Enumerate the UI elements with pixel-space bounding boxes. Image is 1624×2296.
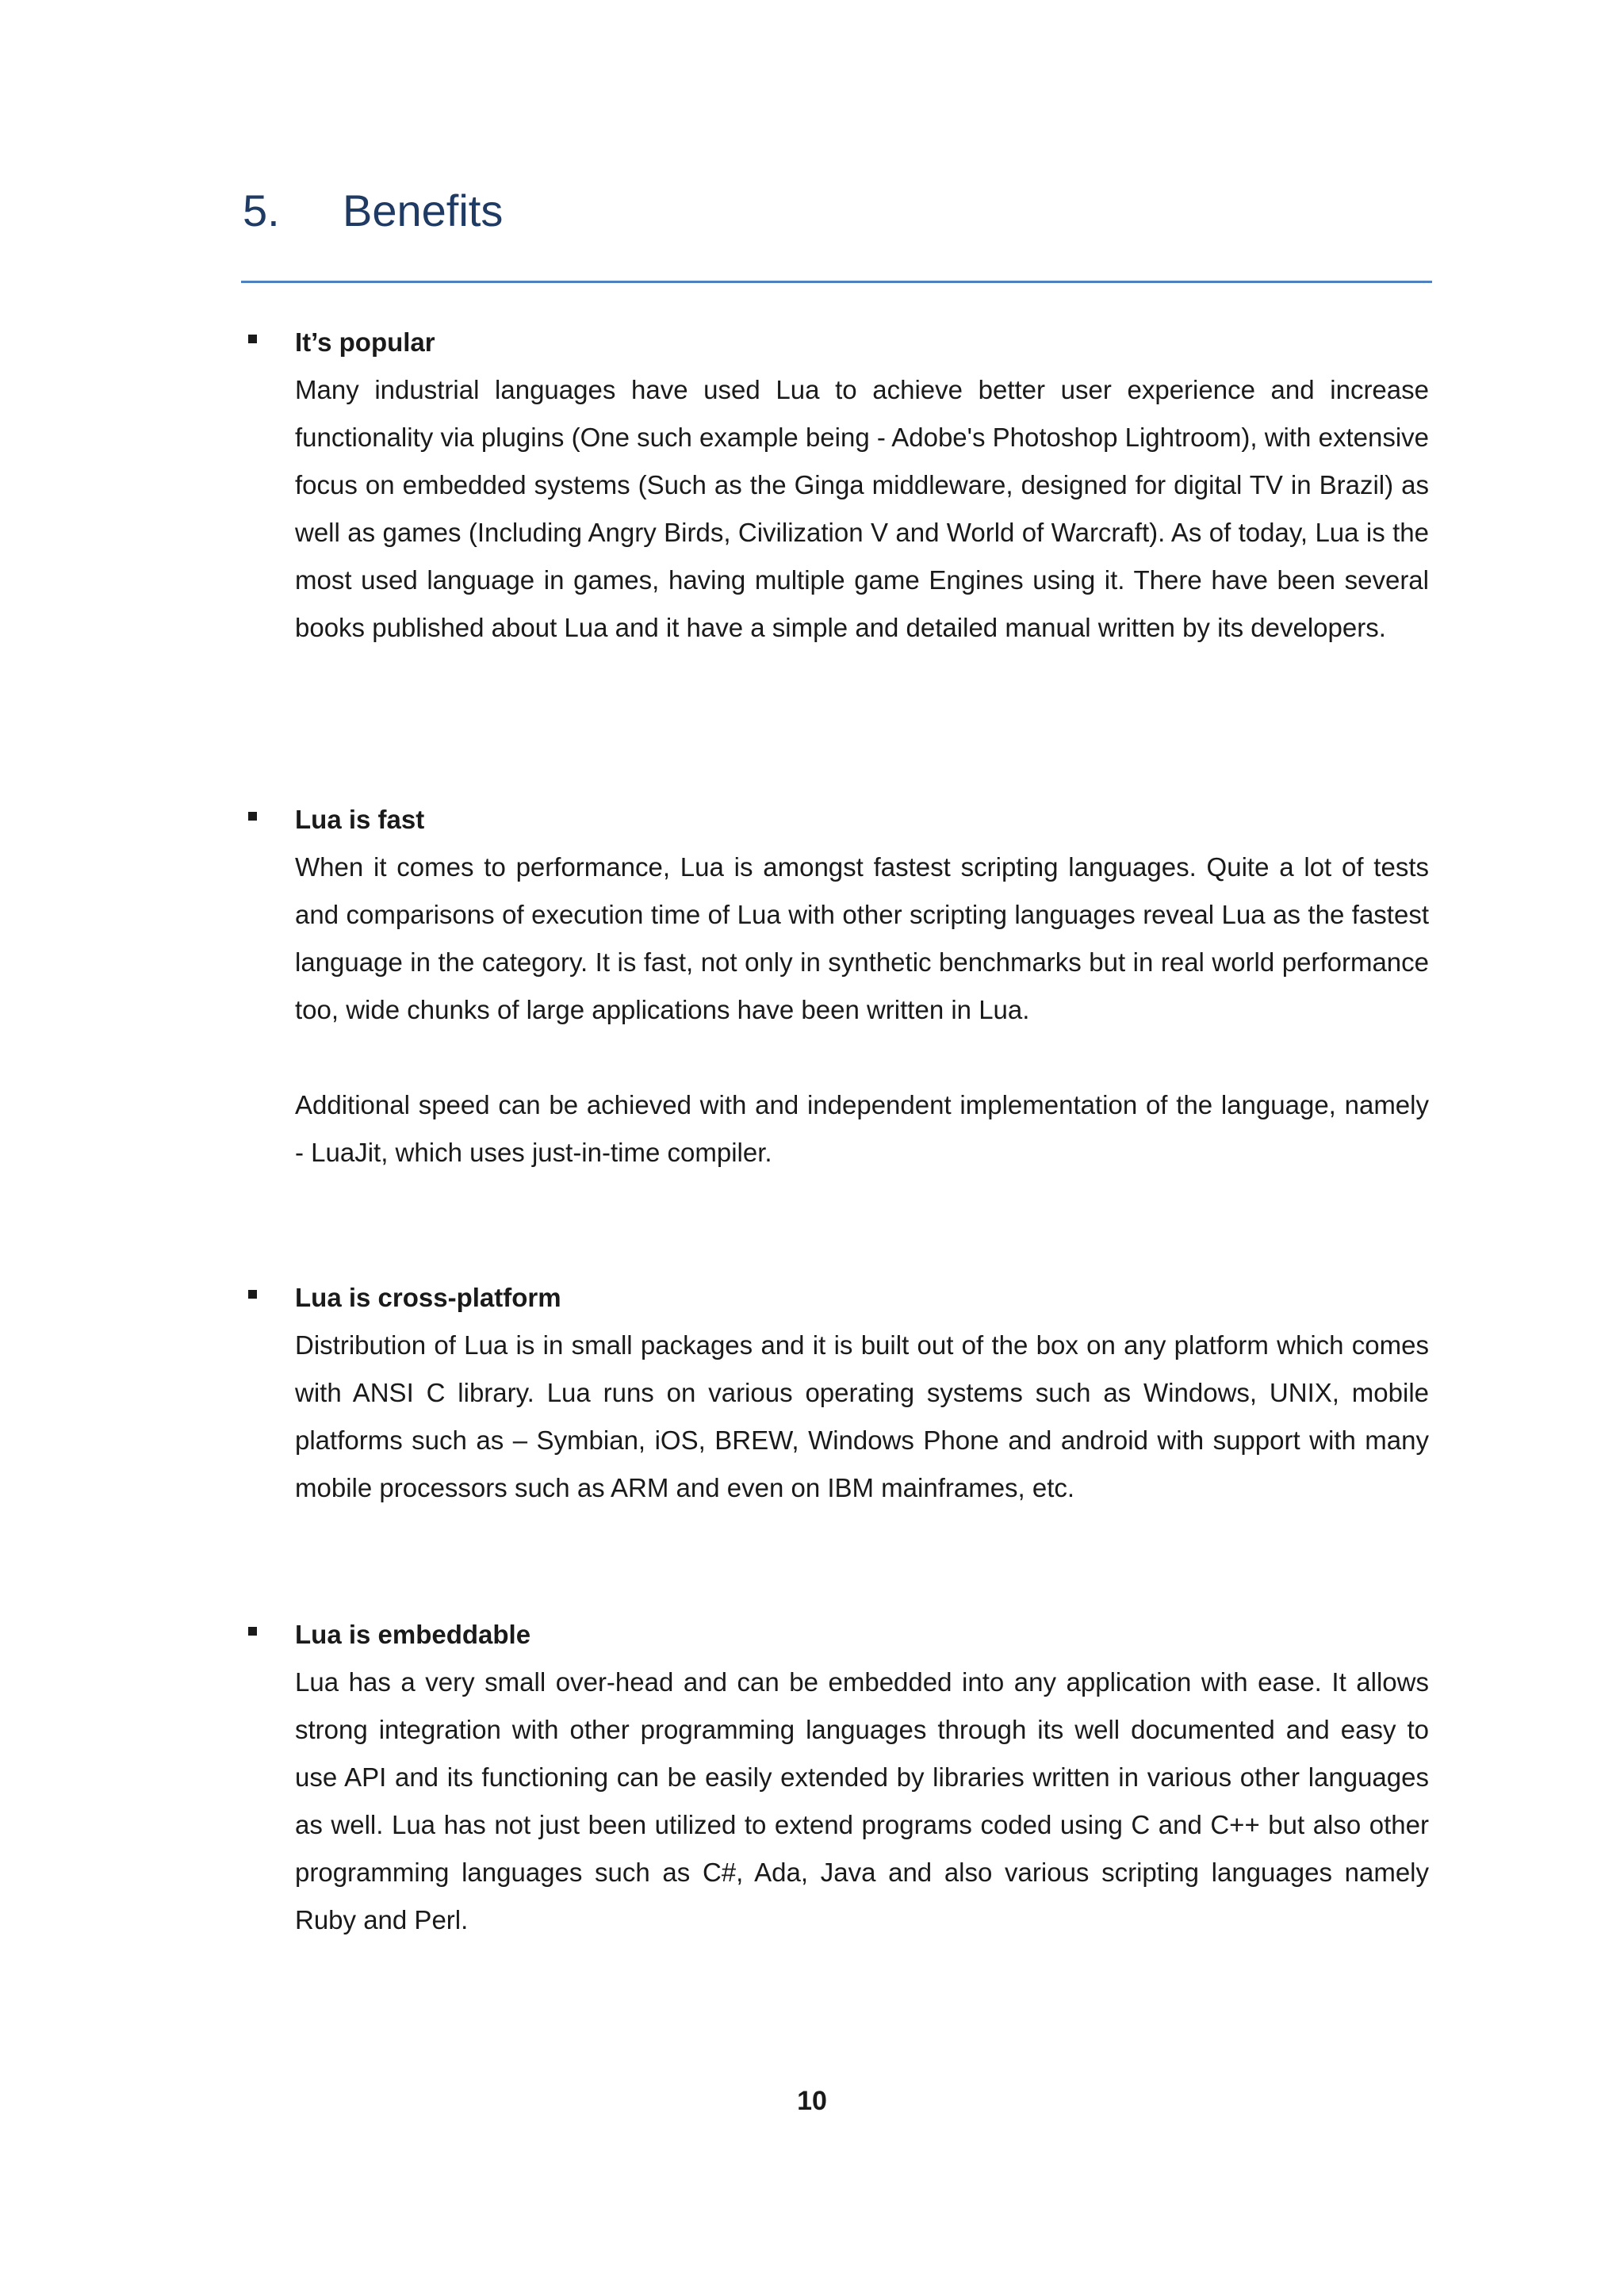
benefit-content (295, 1611, 1429, 1944)
bullet-icon (248, 812, 257, 821)
benefit-paragraph: Many industrial languages have used Lua to achieve better user experience and increase functionality via plugins (One such example being - Adobe's Photoshop Lightroom), with extensive focus on embedded systems (Such as the Ginga middleware, designed for digital TV in Brazil) as well as games (Including Angry Birds, Civilization V and World of Warcraft). As of today, Lua is the most used language in games, having multiple game Engines using it. There have been several books published about Lua and it have a simple and detailed manual written by its developers. (295, 375, 1429, 642)
benefit-content (295, 319, 1429, 652)
benefit-cross-platform (242, 1274, 1428, 1512)
benefit-embeddable (242, 1611, 1428, 1944)
benefit-paragraph: Distribution of Lua is in small packages and it is built out of the box on any platform which comes with ANSI C library. Lua runs on various operating systems such as Windows, UNIX, mobile platforms such as – Symbian, iOS, BREW, Windows Phone and android with support with many mobile processors such as ARM and even on IBM mainframes, etc. (295, 1330, 1429, 1502)
benefit-fast (242, 796, 1428, 1177)
bullet-icon (248, 1290, 257, 1299)
bullet-icon (248, 335, 257, 343)
benefit-content (295, 796, 1429, 1177)
bullet-icon (248, 1627, 257, 1636)
benefit-paragraph: When it comes to performance, Lua is amongst fastest scripting languages. Quite a lot of tests and comparisons of execution time of Lua with other scripting languages reveal Lua as the fastest language in the category. It is fast, not only in synthetic benchmarks but in real world performance too, wide chunks of large applications have been written in Lua. (295, 852, 1429, 1024)
benefit-title: Lua is fast (295, 805, 425, 834)
benefit-title: Lua is embeddable (295, 1620, 531, 1649)
heading-rule (241, 281, 1432, 283)
section-heading (243, 186, 504, 235)
benefit-paragraph: Lua has a very small over-head and can be embedded into any application with ease. It allows strong integration with other programming languages through its well documented and easy to use API and its functioning can be easily extended by libraries written in various other languages as well. Lua has not just been utilized to extend programs coded using C and C++ but also other programming languages such as C#, Ada, Java and also various scripting languages namely Ruby and Perl. (295, 1667, 1429, 1934)
section-title: Benefits (343, 186, 504, 235)
benefit-title: It’s popular (295, 327, 435, 357)
benefit-popular (242, 319, 1428, 652)
section-number: 5. (243, 186, 280, 235)
page-number: 10 (797, 2086, 827, 2116)
benefit-title: Lua is cross-platform (295, 1283, 561, 1312)
benefit-paragraph: Additional speed can be achieved with and independent implementation of the language, namely - LuaJit, which uses just-in-time compiler. (295, 1090, 1429, 1167)
benefit-content (295, 1274, 1429, 1512)
